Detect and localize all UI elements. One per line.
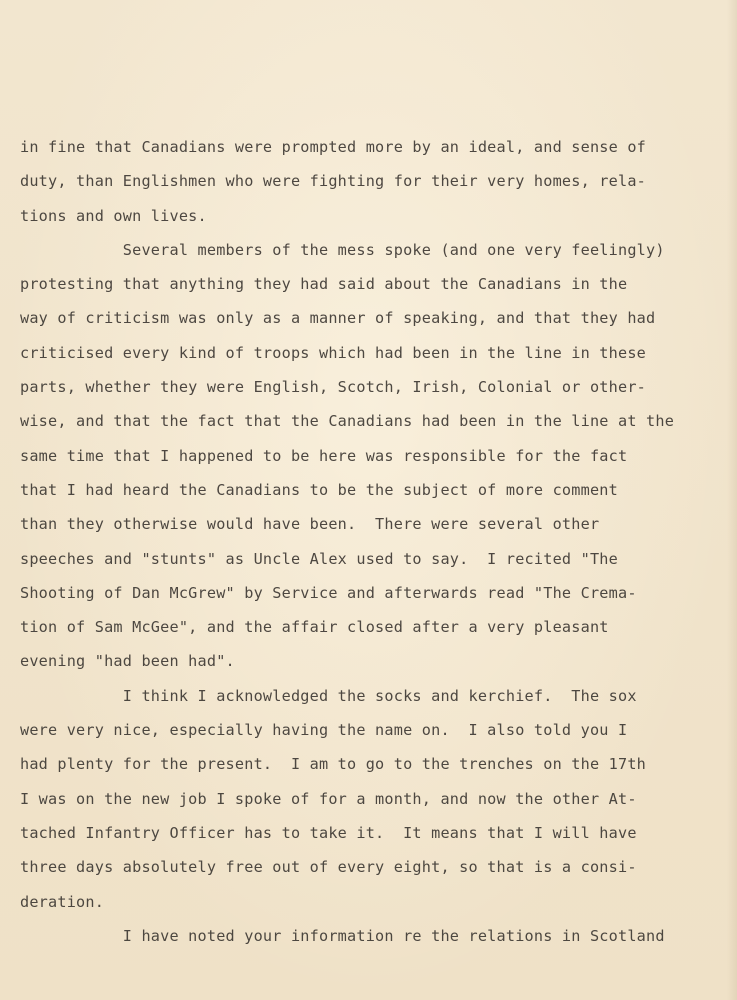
text-line: deration.: [20, 892, 105, 911]
text-line: parts, whether they were English, Scotch, Irish, Colonial or other-: [20, 378, 647, 397]
text-line: speeches and "stunts" as Uncle Alex used to say. I recited "The: [20, 549, 618, 568]
text-line: were very nice, especially having the name on. I also told you I: [20, 721, 628, 740]
text-line: I was on the new job I spoke of for a month, and now the other At-: [20, 789, 637, 808]
text-line: than they otherwise would have been. There were several other: [20, 515, 600, 534]
text-line: I have noted your information re the relations in Scotland: [20, 926, 665, 945]
text-line: tions and own lives.: [20, 206, 207, 225]
text-line: three days absolutely free out of every eight, so that is a consi-: [20, 858, 637, 877]
text-line: had plenty for the present. I am to go to the trenches on the 17th: [20, 755, 647, 774]
text-line: duty, than Englishmen who were fighting for their very homes, rela-: [20, 172, 647, 191]
text-line: evening "had been had".: [20, 652, 235, 671]
text-line: Several members of the mess spoke (and one very feelingly): [20, 240, 665, 259]
text-line: tion of Sam McGee", and the affair closed after a very pleasant: [20, 618, 609, 637]
text-line: protesting that anything they had said about the Canadians in the: [20, 275, 628, 294]
text-line: in fine that Canadians were prompted more by an ideal, and sense of: [20, 138, 647, 156]
text-line: Shooting of Dan McGrew" by Service and afterwards read "The Crema-: [20, 583, 637, 602]
text-line: way of criticism was only as a manner of speaking, and that they had: [20, 309, 656, 328]
text-line: criticised every kind of troops which had been in the line in these: [20, 343, 647, 362]
text-line: wise, and that the fact that the Canadians had been in the line at the: [20, 412, 675, 431]
text-line: same time that I happened to be here was responsible for the fact: [20, 446, 628, 465]
typed-letter-body: [20, 130, 732, 953]
text-line: tached Infantry Officer has to take it. It means that I will have: [20, 823, 637, 842]
text-line: I think I acknowledged the socks and kerchief. The sox: [20, 686, 637, 705]
text-line: that I had heard the Canadians to be the subject of more comment: [20, 480, 618, 499]
